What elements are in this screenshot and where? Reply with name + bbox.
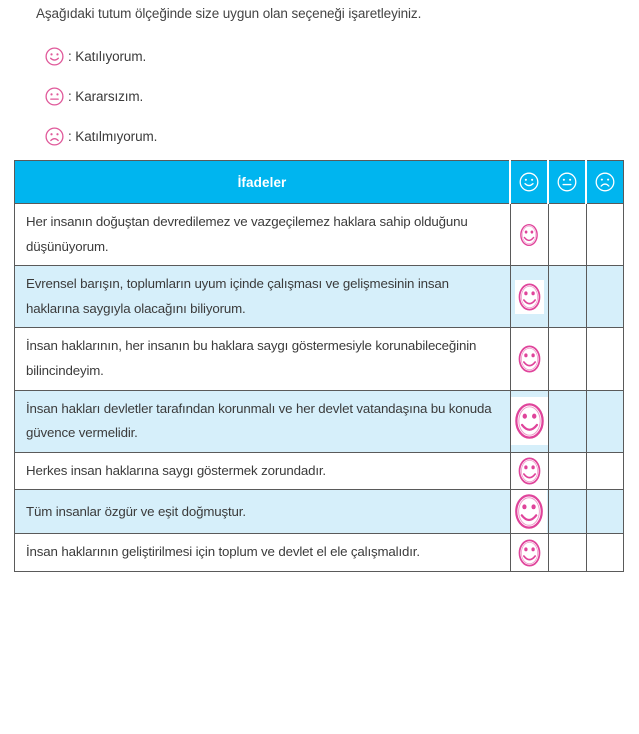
- option-cell-disagree[interactable]: [586, 490, 624, 534]
- smiley-mark-icon: [515, 454, 544, 488]
- option-cell-undecided[interactable]: [548, 266, 586, 328]
- selection-mark-wrapper: [511, 490, 548, 533]
- option-cell-agree[interactable]: [510, 328, 548, 390]
- option-cell-disagree[interactable]: [586, 390, 624, 452]
- option-cell-agree[interactable]: [510, 204, 548, 266]
- smiley-neutral-icon: [44, 86, 65, 107]
- smiley-happy-icon: [44, 46, 65, 67]
- table-row: [15, 452, 624, 490]
- table-body: [15, 204, 624, 572]
- option-cell-undecided[interactable]: [548, 534, 586, 572]
- header-option-agree: [510, 161, 548, 204]
- option-cell-agree[interactable]: [510, 534, 548, 572]
- legend: [0, 22, 639, 156]
- option-cell-undecided[interactable]: [548, 452, 586, 490]
- smiley-mark-icon: [517, 221, 541, 249]
- selection-mark-wrapper: [511, 221, 548, 249]
- option-cell-disagree[interactable]: [586, 534, 624, 572]
- header-option-undecided: [548, 161, 586, 204]
- legend-item-undecided: [44, 76, 639, 116]
- table-header: [15, 161, 624, 204]
- option-cell-agree[interactable]: [510, 452, 548, 490]
- table-row: [15, 534, 624, 572]
- option-cell-disagree[interactable]: [586, 452, 624, 490]
- header-statements: İfadeler: [15, 161, 511, 204]
- table-row: [15, 328, 624, 390]
- statement-cell: Herkes insan haklarına saygı göstermek zorundadır.: [15, 452, 511, 490]
- statement-cell: İnsan hakları devletler tarafından korunmalı ve her devlet vatandaşına bu konuda güvence vermelidir.: [15, 390, 511, 452]
- table-row: [15, 490, 624, 534]
- option-cell-undecided[interactable]: [548, 390, 586, 452]
- legend-item-disagree: [44, 116, 639, 156]
- legend-label-undecided: : Kararsızım.: [68, 88, 144, 104]
- selection-mark-wrapper: [511, 342, 548, 376]
- header-option-disagree: [586, 161, 624, 204]
- option-cell-agree[interactable]: [510, 490, 548, 534]
- option-cell-disagree[interactable]: [586, 328, 624, 390]
- table-row: [15, 390, 624, 452]
- statement-cell: Tüm insanlar özgür ve eşit doğmuştur.: [15, 490, 511, 534]
- smiley-mark-icon: [511, 397, 548, 445]
- statement-cell: Evrensel barışın, toplumların uyum içinde çalışması ve gelişmesinin insan haklarına saygıyla olacağını biliyorum.: [15, 266, 511, 328]
- instruction-text: Aşağıdaki tutum ölçeğinde size uygun olan seçeneği işaretleyiniz.: [36, 6, 422, 21]
- legend-label-agree: : Katılıyorum.: [68, 48, 147, 64]
- option-cell-agree[interactable]: [510, 390, 548, 452]
- option-cell-undecided[interactable]: [548, 490, 586, 534]
- statement-cell: İnsan haklarının, her insanın bu haklara saygı göstermesiyle korunabileceğinin bilincindeyim.: [15, 328, 511, 390]
- header-row: [15, 161, 624, 204]
- option-cell-agree[interactable]: [510, 266, 548, 328]
- option-cell-undecided[interactable]: [548, 204, 586, 266]
- selection-mark-wrapper: [511, 397, 548, 445]
- smiley-mark-icon: [511, 490, 547, 533]
- smiley-sad-icon: [44, 126, 65, 147]
- option-cell-disagree[interactable]: [586, 204, 624, 266]
- selection-mark-wrapper: [511, 280, 548, 314]
- attitude-scale-table: [14, 160, 624, 572]
- table-row: [15, 204, 624, 266]
- table-row: [15, 266, 624, 328]
- option-cell-disagree[interactable]: [586, 266, 624, 328]
- smiley-mark-icon: [515, 536, 544, 570]
- legend-label-disagree: : Katılmıyorum.: [68, 128, 158, 144]
- smiley-mark-icon: [515, 342, 544, 376]
- statement-cell: Her insanın doğuştan devredilemez ve vazgeçilemez haklara sahip olduğunu düşünüyorum.: [15, 204, 511, 266]
- smiley-mark-icon: [515, 280, 544, 314]
- statement-cell: İnsan haklarının geliştirilmesi için toplum ve devlet el ele çalışmalıdır.: [15, 534, 511, 572]
- selection-mark-wrapper: [511, 536, 548, 570]
- selection-mark-wrapper: [511, 454, 548, 488]
- option-cell-undecided[interactable]: [548, 328, 586, 390]
- legend-item-agree: [44, 36, 639, 76]
